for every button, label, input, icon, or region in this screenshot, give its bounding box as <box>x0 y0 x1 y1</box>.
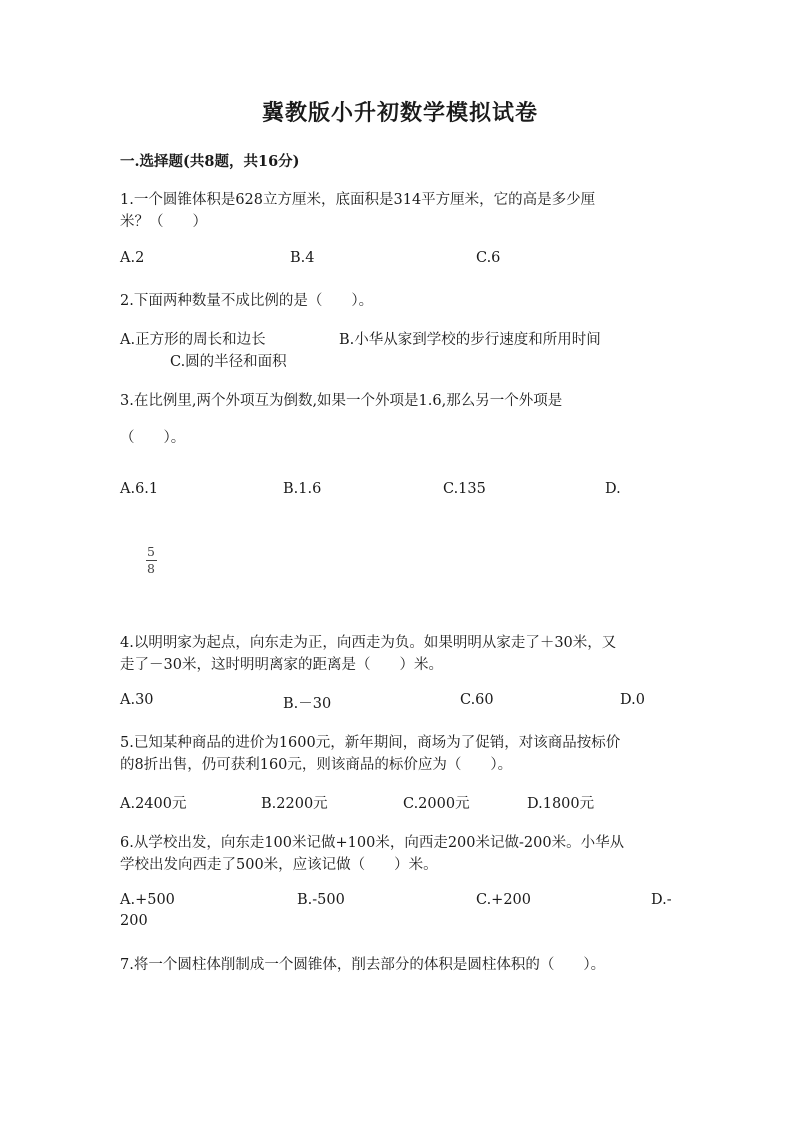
q2-option-c: C.圆的半径和面积 <box>170 354 287 370</box>
q5-line-1: 5.已知某种商品的进价为1600元，新年期间，商场为了促销，对该商品按标价 <box>120 735 621 751</box>
q6-option-d-continued: 200 <box>120 913 148 929</box>
q4-option-c: C.60 <box>460 692 494 708</box>
q4-line-1: 4.以明明家为起点，向东走为正，向西走为负。如果明明从家走了＋30米，又 <box>120 635 617 651</box>
q6-line-1: 6.从学校出发，向东走100米记做+100米，向西走200米记做-200米。小华从 <box>120 835 625 851</box>
q3-option-a: A.6.1 <box>120 481 159 497</box>
section-heading: 一.选择题(共8题，共16分) <box>120 153 300 170</box>
q6-line-2: 学校出发向西走了500米，应该记做（ ）米。 <box>120 857 438 873</box>
fraction-denominator: 8 <box>147 561 155 576</box>
page-title: 冀教版小升初数学模拟试卷 <box>261 100 538 126</box>
q1-option-a: A.2 <box>120 250 145 266</box>
q4-option-a: A.30 <box>120 692 154 708</box>
q1-option-b: B.4 <box>290 250 315 266</box>
q1-option-c: C.6 <box>476 250 501 266</box>
q6-option-b: B.-500 <box>297 892 345 908</box>
fraction-numerator: 5 <box>147 544 155 559</box>
q4-option-d: D.0 <box>620 692 645 708</box>
q3-line-2: （ ）。 <box>120 430 186 446</box>
q1-line-1: 1.一个圆锥体积是628立方厘米，底面积是314平方厘米，它的高是多少厘 <box>120 192 596 208</box>
q5-option-a: A.2400元 <box>120 796 187 812</box>
q3-option-b: B.1.6 <box>283 481 322 497</box>
q5-line-2: 的8折出售，仍可获利160元，则该商品的标价应为（ ）。 <box>120 757 513 773</box>
q6-option-a: A.+500 <box>120 892 175 908</box>
q7-line-1: 7.将一个圆柱体削制成一个圆锥体，削去部分的体积是圆柱体积的（ ）。 <box>120 957 606 973</box>
q6-option-d: D.- <box>651 892 672 908</box>
q4-option-b: B.－30 <box>283 696 332 712</box>
q3-option-d-fraction <box>143 545 159 576</box>
q3-option-c: C.135 <box>443 481 486 497</box>
q3-option-d: D. <box>605 481 621 497</box>
q2-line-1: 2.下面两种数量不成比例的是（ ）。 <box>120 293 374 309</box>
q2-option-b: B.小华从家到学校的步行速度和所用时间 <box>339 332 601 348</box>
q5-option-c: C.2000元 <box>403 796 470 812</box>
q6-option-c: C.+200 <box>476 892 532 908</box>
q5-option-d: D.1800元 <box>527 796 595 812</box>
q2-option-a: A.正方形的周长和边长 <box>120 332 266 348</box>
q1-line-2: 米？（ ） <box>120 214 207 230</box>
q3-line-1: 3.在比例里,两个外项互为倒数,如果一个外项是1.6,那么另一个外项是 <box>120 393 563 409</box>
q5-option-b: B.2200元 <box>261 796 328 812</box>
q4-line-2: 走了－30米，这时明明离家的距离是（ ）米。 <box>120 657 443 673</box>
